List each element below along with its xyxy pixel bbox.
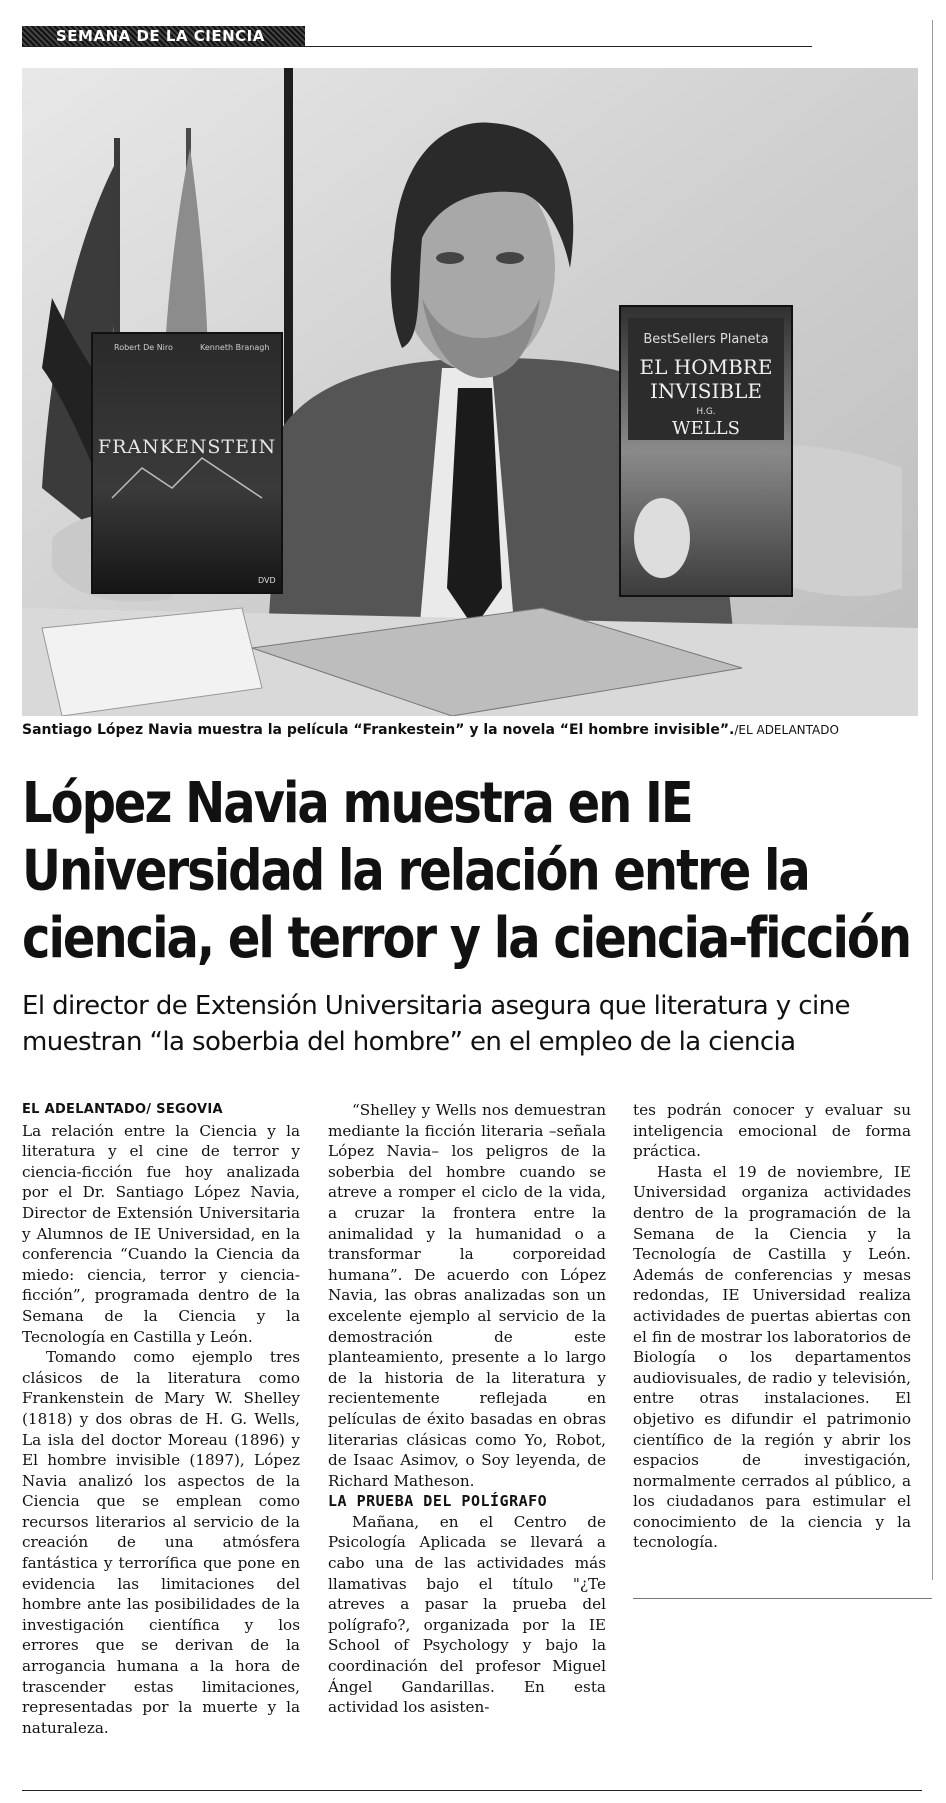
body-paragraph: tes podrán conocer y evaluar su inteligencia emocional de forma práctica. bbox=[633, 1101, 911, 1161]
dvd-title: FRANKENSTEIN bbox=[97, 436, 277, 458]
section-label: SEMANA DE LA CIENCIA bbox=[22, 26, 305, 46]
body-paragraph: Mañana, en el Centro de Psicología Aplicada se llevará a cabo una de las actividades más llamativas bajo el título "¿Te atreves a pasar la prueba del polígrafo?, organizada por la IE School of Psychology y bajo la coordinación del profesor Miguel Ángel Gandarillas. En esta actividad los asisten- bbox=[328, 1512, 606, 1717]
book-author: WELLS bbox=[672, 418, 740, 439]
body-paragraph: Tomando como ejemplo tres clásicos de la literatura como Frankenstein de Mary W. Shelley (1818) y dos obras de H. G. Wells, La isla del doctor Moreau (1896) y El hombre invisible (1897), López Navia analizó los aspectos de la Ciencia que se emplean como recursos literarios al servicio de la creación de una atmósfera fantástica y terrorífica que pone en evidencia las limitaciones del hombre ante las posibilidades de la investigación científica y los errores que se derivan de la arrogancia humana a la hora de trascender estas limitaciones, representadas por la muerte y la naturaleza. bbox=[22, 1348, 300, 1737]
caption-text: Santiago López Navia muestra la película “Frankestein” y la novela “El hombre invisible”. bbox=[22, 722, 735, 738]
dvd-mark: DVD bbox=[258, 576, 276, 585]
photo-caption bbox=[22, 722, 918, 738]
article-headline: López Navia muestra en IE Universidad la relación entre la ciencia, el terror y la ciencia-ficción bbox=[22, 771, 911, 971]
book-title-line2: INVISIBLE bbox=[650, 379, 762, 403]
invisible-man-book bbox=[620, 306, 792, 596]
article-subhead: El director de Extensión Universitaria asegura que literatura y cine muestran “la soberbia del hombre” en el empleo de la ciencia bbox=[22, 991, 850, 1057]
frankenstein-dvd bbox=[92, 333, 282, 593]
dvd-credit-2: Kenneth Branagh bbox=[200, 343, 270, 352]
book-title-line1: EL HOMBRE bbox=[639, 355, 773, 379]
article-column-1 bbox=[22, 1100, 300, 1738]
article-column-3 bbox=[633, 1100, 911, 1553]
article-column-2 bbox=[328, 1100, 606, 1718]
book-author-prefix: H.G. bbox=[696, 407, 716, 417]
section-header bbox=[22, 26, 812, 47]
article-photo bbox=[22, 68, 918, 716]
body-paragraph: “Shelley y Wells nos demuestran mediante la ficción literaria –señala López Navia– los peligros de la soberbia del hombre cuando se atreve a romper el ciclo de la vida, a cruzar la frontera entre la animalidad y la humanidad o a transformar la corporeidad humana”. De acuerdo con López Navia, las obras analizadas son un excelente ejemplo al servicio de la demostración de este planteamiento, presente a lo largo de la historia de la literatura y recientemente reflejada en películas de éxito basadas en obras literarias clásicas como Yo, Robot, de Isaac Asimov, o Soy leyenda, de Richard Matheson. bbox=[328, 1101, 606, 1490]
caption-credit: /EL ADELANTADO bbox=[734, 723, 839, 737]
book-series: BestSellers Planeta bbox=[643, 332, 769, 347]
section-subtitle: LA PRUEBA DEL POLÍGRAFO bbox=[328, 1492, 548, 1511]
article-byline: EL ADELANTADO/ SEGOVIA bbox=[22, 1102, 223, 1117]
column-rule bbox=[932, 20, 933, 1580]
dvd-credit-1: Robert De Niro bbox=[114, 343, 173, 352]
body-paragraph: Hasta el 19 de noviembre, IE Universidad organiza actividades dentro de la programación de la Semana de la Ciencia y la Tecnología de Castilla y León. Además de conferencias y mesas redondas, IE Universidad realiza actividades de puertas abiertas con el fin de mostrar los laboratorios de Biología o los departamentos audiovisuales, de radio y televisión, entre otras instalaciones. El objetivo es difundir el patrimonio científico de la región y abrir los espacios de investigación, normalmente cerrados al público, a los ciudadanos para estimular el conocimiento de la ciencia y la tecnología. bbox=[633, 1162, 911, 1552]
page-bottom-rule bbox=[22, 1790, 922, 1791]
body-paragraph: La relación entre la Ciencia y la literatura y el cine de terror y ciencia-ficción fue hoy analizada por el Dr. Santiago López Navia, Director de Extensión Universitaria y Alumnos de IE Universidad, en la conferencia “Cuando la Ciencia da miedo: ciencia, terror y ciencia-ficción”, programada dentro de la Semana de la Ciencia y la Tecnología en Castilla y León. bbox=[22, 1121, 300, 1346]
column-end-rule bbox=[633, 1598, 932, 1599]
